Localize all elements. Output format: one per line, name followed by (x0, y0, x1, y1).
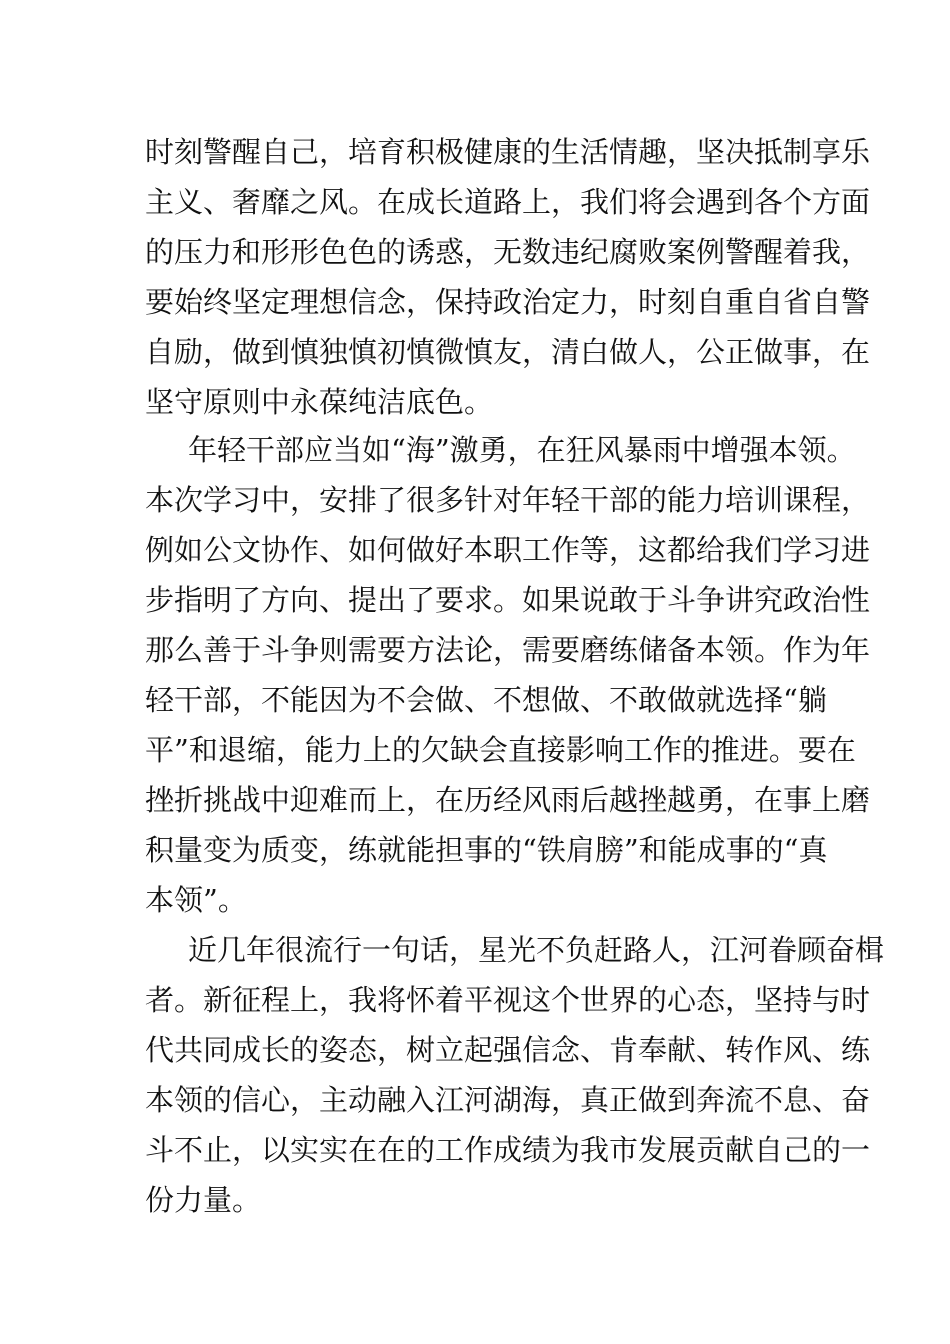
paragraph-1-line-2: 主义、奢靡之风。在成长道路上，我们将会遇到各个方面 (145, 185, 871, 219)
paragraph-3-line-4: 本领的信心，主动融入江河湖海，真正做到奔流不息、奋 (145, 1083, 871, 1117)
paragraph-2-line-6: 轻干部，不能因为不会做、不想做、不敢做就选择“躺 (145, 683, 827, 717)
paragraph-3-line-6: 份力量。 (145, 1183, 262, 1217)
paragraph-1-line-1: 时刻警醒自己，培育积极健康的生活情趣，坚决抵制享乐 (145, 135, 871, 169)
paragraph-2-line-3: 例如公文协作、如何做好本职工作等，这都给我们学习进 (145, 533, 871, 567)
paragraph-1-line-4: 要始终坚定理想信念，保持政治定力，时刻自重自省自警 (145, 285, 871, 319)
paragraph-1-line-5: 自励，做到慎独慎初慎微慎友，清白做人，公正做事，在 (145, 335, 871, 369)
paragraph-2-line-2: 本次学习中，安排了很多针对年轻干部的能力培训课程， (145, 483, 871, 517)
paragraph-2-line-4: 步指明了方向、提出了要求。如果说敢于斗争讲究政治性 (145, 583, 871, 617)
paragraph-2-line-10: 本领”。 (145, 883, 247, 917)
paragraph-1-line-3: 的压力和形形色色的诱惑，无数违纪腐败案例警醒着我， (145, 235, 871, 269)
paragraph-2-line-5: 那么善于斗争则需要方法论，需要磨练储备本领。作为年 (145, 633, 871, 667)
paragraph-2-line-1: 年轻干部应当如“海”激勇，在狂风暴雨中增强本领。 (188, 433, 856, 467)
paragraph-2-line-7: 平”和退缩，能力上的欠缺会直接影响工作的推进。要在 (145, 733, 856, 767)
paragraph-3-line-2: 者。新征程上，我将怀着平视这个世界的心态，坚持与时 (145, 983, 871, 1017)
paragraph-1-line-6: 坚守原则中永葆纯洁底色。 (145, 385, 494, 419)
paragraph-3-line-3: 代共同成长的姿态，树立起强信念、肯奉献、转作风、练 (145, 1033, 871, 1067)
paragraph-3-line-5: 斗不止，以实实在在的工作成绩为我市发展贡献自己的一 (145, 1133, 871, 1167)
paragraph-2-line-8: 挫折挑战中迎难而上，在历经风雨后越挫越勇，在事上磨 (145, 783, 871, 817)
paragraph-3-line-1: 近几年很流行一句话，星光不负赶路人，江河眷顾奋楫 (188, 933, 885, 967)
paragraph-2-line-9: 积量变为质变，练就能担事的“铁肩膀”和能成事的“真 (145, 833, 828, 867)
